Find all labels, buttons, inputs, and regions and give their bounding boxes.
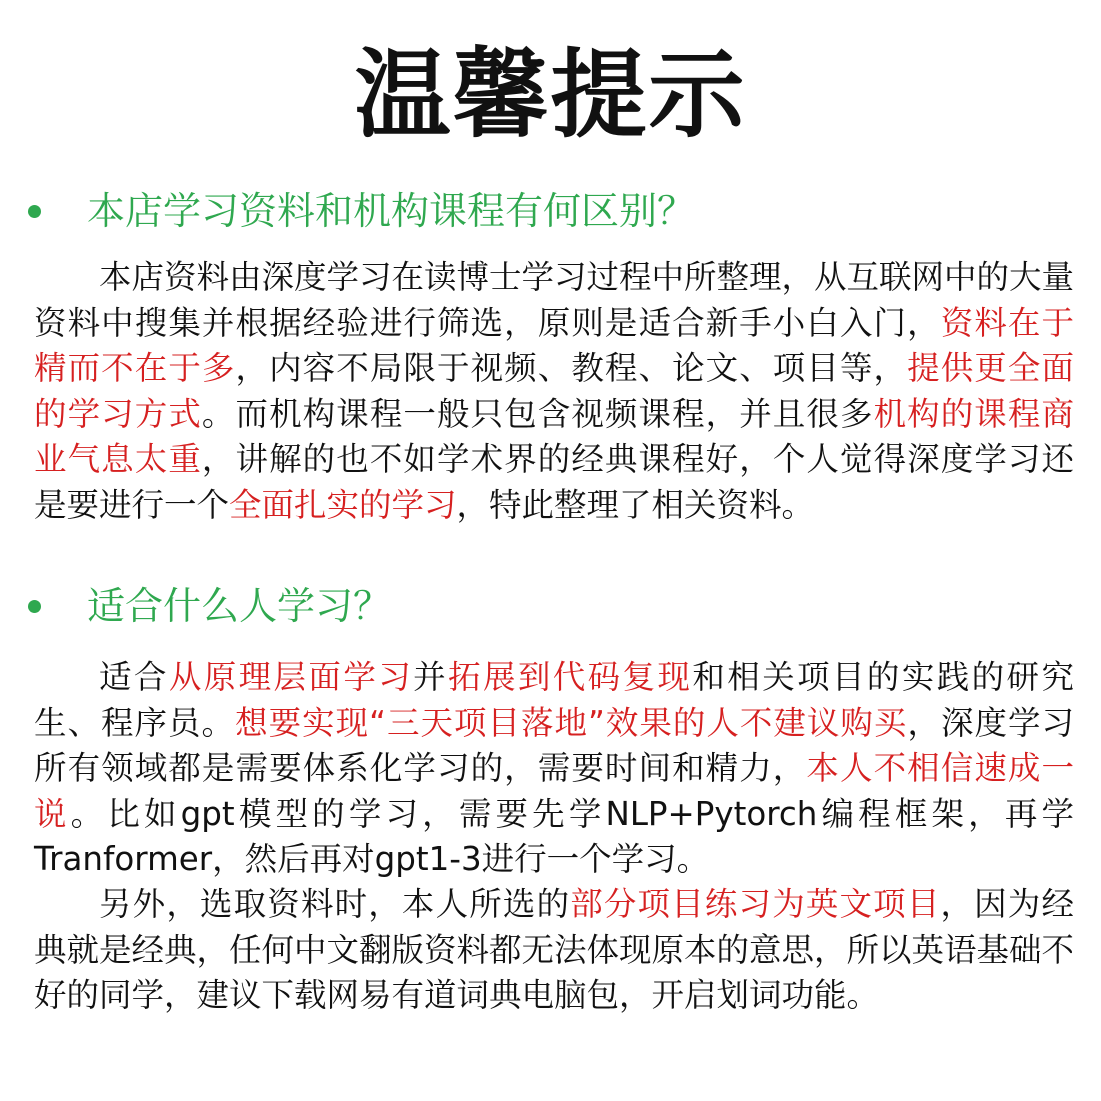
highlighted-text: 本人不相信速成一说: [34, 749, 1074, 833]
highlighted-text: 部分项目练习为英文项目: [570, 885, 941, 923]
body-text: 并: [413, 658, 449, 696]
body-text: 适合: [99, 658, 169, 696]
body-text: 另外，选取资料时，本人所选的: [99, 885, 571, 923]
body-text: ，深度学习所有领域都是需要体系化学习的，需要时间和精力，: [34, 703, 1074, 787]
page-title: 温馨提示: [354, 39, 747, 151]
section-2-paragraph-1: [34, 655, 1074, 883]
highlighted-text: 提供更全面的学习方式: [34, 349, 1074, 433]
body-text: ，特此整理了相关资料。: [456, 485, 815, 524]
bullet-dot-icon: [28, 600, 41, 613]
body-text: ，讲解的也不如学术界的经典课程好，个人觉得深度学习还是要进行一个: [34, 440, 1074, 524]
highlighted-text: 资料在于精而不在于多: [34, 303, 1074, 387]
highlighted-text: 从原理层面学习: [168, 658, 414, 696]
highlighted-text: 机构的课程商业气息太重: [34, 394, 1074, 478]
question-2-row: [28, 578, 391, 634]
bullet-dot-icon: [28, 205, 41, 218]
body-text: 和相关项目的实践的研究生、程序员。: [34, 658, 1074, 742]
question-2-heading: 适合什么人学习？: [87, 584, 392, 628]
body-text: 。比如gpt模型的学习，需要先学NLP+Pytorch编程框架，再学Tranformer，然后再对gpt1-3进行一个学习。: [34, 794, 1074, 878]
body-text: ，内容不局限于视频、教程、论文、项目等，: [235, 349, 908, 387]
highlighted-text: 全面扎实的学习: [229, 485, 457, 524]
body-text: 本店资料由深度学习在读博士学习过程中所整理，从互联网中的大量资料中搜集并根据经验进行筛选，原则是适合新手小白入门，: [34, 258, 1075, 342]
highlighted-text: 拓展到代码复现: [448, 658, 693, 696]
section-1-paragraph: [34, 255, 1074, 528]
question-1-heading: 本店学习资料和机构课程有何区别？: [87, 189, 696, 233]
body-text: 。而机构课程一般只包含视频课程，并且很多: [201, 394, 874, 433]
question-1-row: [28, 183, 695, 239]
body-text: ，因为经典就是经典，任何中文翻版资料都无法体现原本的意思，所以英语基础不好的同学，建议下载网易有道词典电脑包，开启划词功能。: [34, 885, 1075, 1014]
section-2-paragraph-2: [34, 882, 1074, 1019]
highlighted-text: 想要实现“三天项目落地”效果的人不建议购买: [235, 703, 908, 742]
